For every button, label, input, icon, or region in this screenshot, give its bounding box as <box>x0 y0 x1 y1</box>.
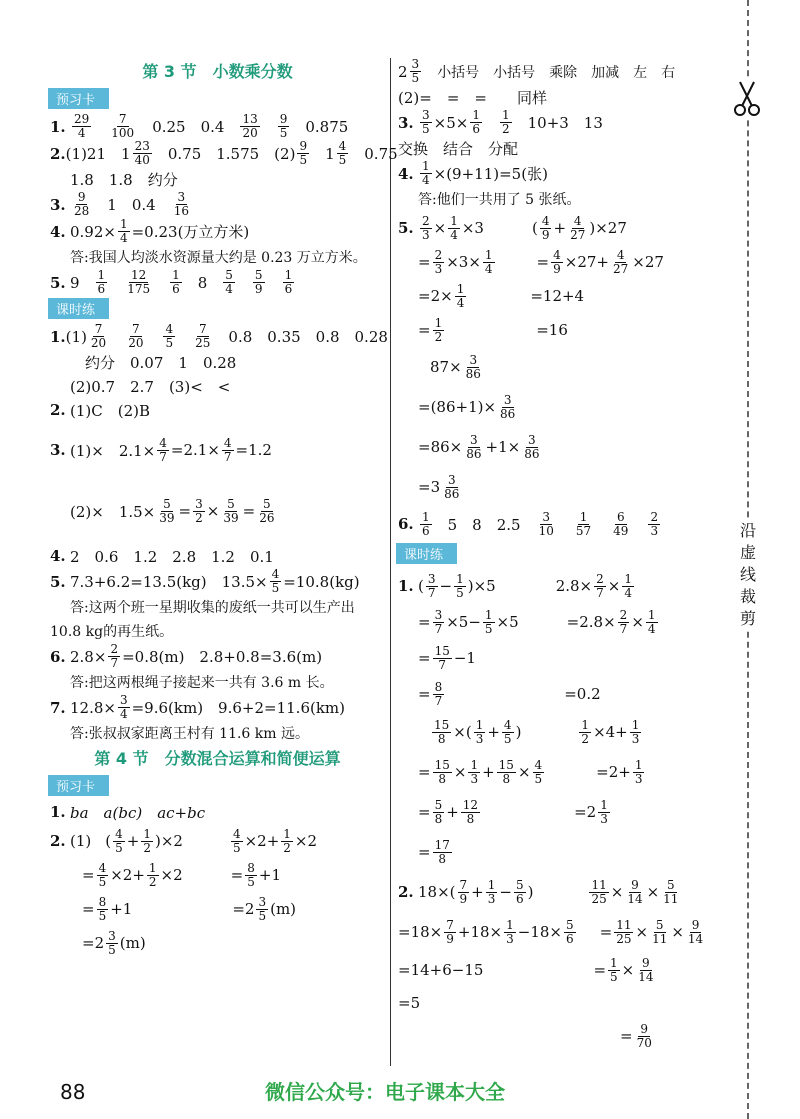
tag-preview-2: 预习卡 <box>48 775 109 796</box>
preview-q2: 2. (1)21 1 23 40 0.75 1.575 (2) 9 5 1 4 5 0.75 <box>50 139 398 167</box>
class-q3b: (2)× 1.5× $\frac{5}{39}$ = $\frac{3}{2}$ × $\frac{5}{39}$ = $\frac{5}{26}$ <box>70 496 275 525</box>
preview-q1: 1. 29 4 7 100 0.25 0.4 13 20 9 5 0.875 <box>50 112 349 140</box>
tag-class-2: 课时练 <box>396 543 457 564</box>
right-q4: 4. $\frac{1}{4}$ ×(9+11)=5(张) <box>398 159 548 187</box>
right-class-q1: 1. ( 3 7 − $\frac{1}{5}$ ) ×5 2.8× $\frac{2}{7}$ × 1 4 <box>398 571 632 600</box>
class-q5: 5. 7.3+6.2=13.5(kg) 13.5× $\frac{4}{5}$ =10.8(kg) <box>50 567 360 595</box>
right-q6: 6. 1 6 5 8 2.5 3 10 1 57 6 49 2 3 <box>398 509 659 538</box>
section-title-4: 第 4 节 分数混合运算和简便运算 <box>94 749 341 768</box>
right-q5: 5. 2 3 × $\frac{1}{4}$ ×3 ( 4 9 + $\frac{4}{27}$ ) ×27 <box>398 213 627 242</box>
s4-q2: 2. (1) ( 4 5 + $\frac{1}{2}$ ) ×2 4 5 ×2+ $\frac{1}{2}$ ×2 <box>50 826 318 855</box>
class-q6: 6. 2.8× $\frac{2}{7}$ =0.8(m) 2.8+0.8=3.6(m) <box>50 642 323 670</box>
left-column: 第 3 节 小数乘分数 预习卡 1. 29 4 7 100 0.25 0.4 13 20 9 5 0.875 2. (1)21 1 23 40 0.75 1.575 (2) 9 5 1 4 5 0.75 1.8 1.8 约分 3. 9 28 1 0.4 3 16 4. 0.92× $\frac{1}{4}$ =0.23(万立方米) 答:我国人均淡水资源量大约是 0.23 万立方米。 5. 9 1 6 12 175 1 6 8 5 4 5 9 1 6 课时练 1. (1) 7 20 7 20 4 5 7 25 0.8 0.35 0.8 0.28 约分 0.07 1 0.28 (2)0.7 2.7 (3)< < 2. (1)C (2)B 3. (1)× 2.1× $\frac{4}{7}$ =2.1× $\frac{4}{7}$ =1.2 (2)× 1.5× $\frac{5}{39}$ = $\frac{3}{2}$ × $\frac{5}{39}$ = $\frac{5}{26}$ 4. 2 0.6 1.2 2.8 1.2 0.1 5. 7.3+6.2=13.5(kg) 13.5× $\frac{4}{5}$ =10.8(kg) 答:这两个班一星期收集的废纸一共可以生产出 10.8 kg的再生纸。 6. 2.8× $\frac{2}{7}$ =0.8(m) 2.8+0.8=3.6(m) 答:把这两根绳子接起来一共有 3.6 m 长。 7. 12.8× $\frac{3}{4}$ =9.6(km) 9.6+2=11.6(km) 答:张叔叔家距离王村有 11.6 km 远。 第 4 节 分数混合运算和简便运算 预习卡 1. ba a(bc) ac+bc 2. (1) ( 4 5 + $\frac{1}{2}$ ) ×2 4 5 ×2+ $\frac{1}{2}$ ×2 = 4 5 ×2+ $\frac{1}{2}$ ×2 = 8 5 +1 = 8 5 +1 = 2 3 5 (m) = 2 3 5 (m) <box>50 58 385 960</box>
column-divider <box>390 58 391 1066</box>
right-class-q2: 2. 18× ( $\frac{7}{9}$ + 1 3 − 5 6 ) 11 25 × 9 14 × 5 11 <box>398 877 679 906</box>
s4-q1: 1. ba a(bc) ac+bc <box>50 803 206 822</box>
preview-q5: 5. 9 1 6 12 175 1 6 8 5 4 5 9 1 6 <box>50 268 293 296</box>
right-q3: 3. 3 5 ×5× 1 6 1 2 10+3 13 <box>398 108 603 136</box>
tag-preview: 预习卡 <box>48 88 109 109</box>
preview-q4: 4. 0.92× $\frac{1}{4}$ =0.23(万立方米) <box>50 217 250 245</box>
tag-class: 课时练 <box>48 298 109 319</box>
class-q4: 4. 2 0.6 1.2 2.8 1.2 0.1 <box>50 547 274 566</box>
class-q2: 2. (1)C (2)B <box>50 401 150 420</box>
right-column: 2 3 5 小括号 小括号 乘除 加减 左 右 (2)= = = 同样 3. 3 5 ×5× 1 6 1 2 10+3 13 交换 结合 分配 4. $\frac{1}{4}$ ×(9+11)=5(张) 答:他们一共用了 5 张纸。 5. 2 3 × $\frac{1}{4}$ ×3 ( 4 9 + $\frac{4}{27}$ ) ×27 = 2 3 ×3× 1 4 = 4 9 ×27+ 4 27 ×27 =2× $\frac{1}{4}$ =12+4 = 1 2 =16 87× $\frac{3}{86}$ =(86+1)× $\frac{3}{86}$ =86× $\frac{3}{86}$ +1× $\frac{3}{86}$ =3 3 86 6. 1 6 5 8 2.5 3 10 1 57 6 49 2 3 课时练 1. ( 3 7 − $\frac{1}{5}$ ) ×5 2.8× $\frac{2}{7}$ × 1 4 = 3 7 ×5− 1 5 ×5 =2.8× 2 7 × 1 4 = 15 7 −1 = 8 7 =0.2 15 8 ×( 1 3 + 4 5 ) $\frac{1}{2}$ ×4+ $\frac{1}{3}$ = 15 8 × 1 3 + 15 8 × 4 5 =2+ $\frac{1}{3}$ = 5 8 + 12 8 =2 1 3 = 17 8 2. 18× ( $\frac{7}{9}$ + 1 3 − 5 6 ) 11 25 × 9 14 × 5 11 =18× 7 9 +18× 1 3 −18× 5 6 = 11 25 × 5 11 × 9 14 =14+6−15 = 1 5 × 9 14 =5 = 9 70 <box>398 58 723 1054</box>
page-number: 88 <box>60 1080 86 1104</box>
class-q1: 1. (1) 7 20 7 20 4 5 7 25 0.8 0.35 0.8 0.28 <box>50 322 388 350</box>
section-title-3: 第 3 节 小数乘分数 <box>142 62 293 81</box>
class-q7: 7. 12.8× $\frac{3}{4}$ =9.6(km) 9.6+2=11.6(km) <box>50 693 346 721</box>
cut-label: 沿虚线裁剪 <box>736 520 760 630</box>
preview-q3: 3. 9 28 1 0.4 3 16 <box>50 190 189 218</box>
watermark: 微信公众号：电子课本大全 <box>265 1080 505 1104</box>
scissors-icon <box>732 80 762 120</box>
class-q3a: 3. (1)× 2.1× $\frac{4}{7}$ =2.1× $\frac{4}{7}$ =1.2 <box>50 435 272 464</box>
